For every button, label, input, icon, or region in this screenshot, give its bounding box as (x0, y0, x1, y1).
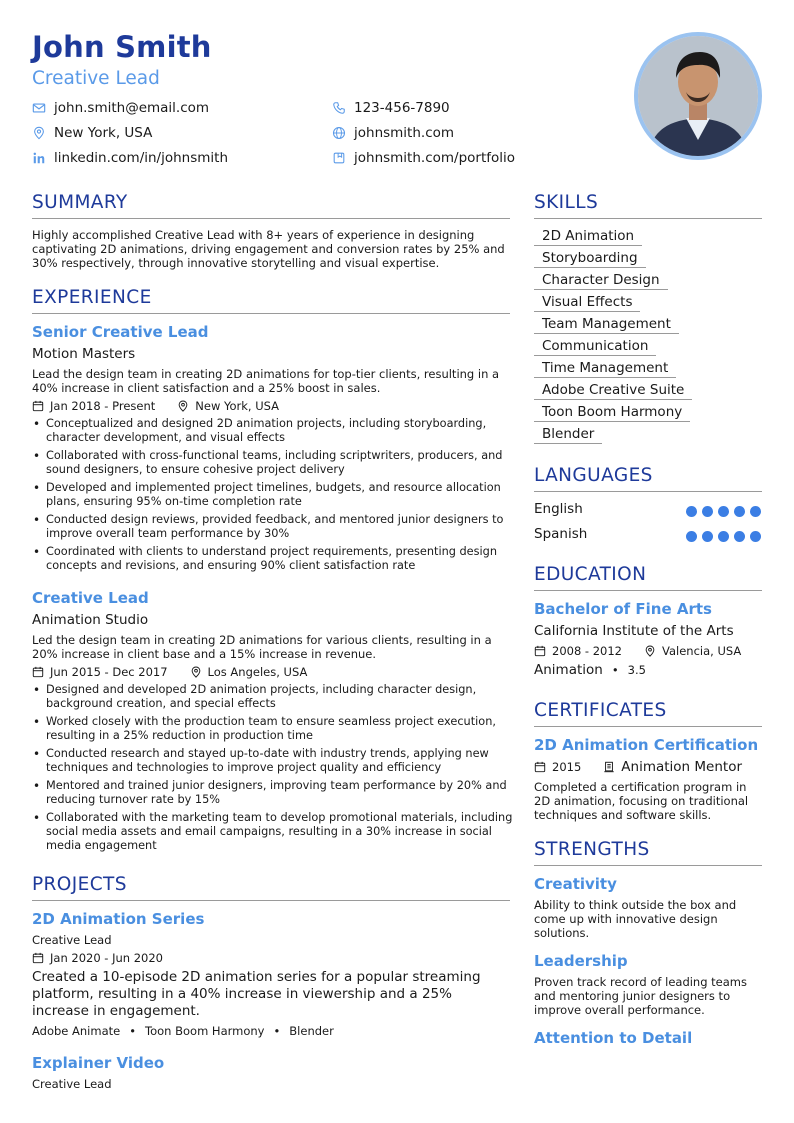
languages-heading: LANGUAGES (534, 465, 653, 486)
contact-website[interactable] (332, 125, 454, 141)
certificate-description: Completed a certification program in 2D animation, focusing on traditional techniques and software skills. (534, 780, 749, 822)
contact-portfolio[interactable] (332, 150, 515, 166)
education-divider (534, 590, 762, 591)
calendar-icon (534, 761, 546, 773)
strength-title: Attention to Detail (534, 1029, 693, 1047)
strength-title: Leadership (534, 952, 628, 970)
skill-tag: Visual Effects (534, 294, 640, 312)
strength-description: Ability to think outside the box and come up with innovative design solutions. (534, 898, 737, 940)
location-pin-icon (177, 400, 189, 412)
projects-heading: PROJECTS (32, 874, 127, 895)
job-location: New York, USA (195, 399, 280, 413)
skill-tag: Adobe Creative Suite (534, 382, 692, 400)
level-dot (718, 506, 729, 517)
bullet-item: • Developed and implemented project timelines, budgets, and resource allocation plans, ensuring 95% on-time completion rate (32, 481, 514, 509)
level-dot (686, 531, 697, 542)
project-role: Creative Lead (32, 1077, 112, 1091)
level-dot (686, 506, 697, 517)
education-field: Animation (534, 662, 603, 678)
contact-email[interactable] (32, 100, 209, 116)
phone-icon (332, 101, 346, 115)
job-bullets (32, 417, 514, 577)
languages-divider (534, 491, 762, 492)
language-name: English (534, 501, 583, 517)
level-dot (718, 531, 729, 542)
summary-text: Highly accomplished Creative Lead with 8+ years of experience in designing captivating 2D animations, driving engagement and conversion rates by 25% and 30% respectively, through innovative storytelling and visual expertise. (32, 228, 505, 270)
mail-icon (32, 101, 46, 115)
education-location: Valencia, USA (662, 644, 742, 658)
skill-tag: Communication (534, 338, 656, 356)
avatar-illustration (638, 36, 758, 156)
skill-tag: 2D Animation (534, 228, 642, 246)
contact-phone[interactable] (332, 100, 450, 116)
projects-divider (32, 900, 510, 901)
strengths-divider (534, 865, 762, 866)
project-meta (32, 951, 163, 965)
linkedin-icon (32, 151, 46, 165)
job-title: Creative Lead (32, 589, 149, 607)
job-location: Los Angeles, USA (207, 665, 308, 679)
level-dot (702, 531, 713, 542)
level-dot (750, 506, 761, 517)
language-level-dots (686, 531, 766, 542)
candidate-role: Creative Lead (32, 68, 160, 89)
job-description: Lead the design team in creating 2D animations for top-tier clients, resulting in a 40% increase in client satisfaction and a 25% boost in sales. (32, 367, 500, 395)
project-tools: Adobe Animate • Toon Boom Harmony • Blender (32, 1024, 334, 1038)
job-company: Animation Studio (32, 612, 149, 628)
job-company: Motion Masters (32, 346, 136, 362)
summary-heading: SUMMARY (32, 192, 128, 213)
job-dates: Jan 2018 - Present (50, 399, 156, 413)
language-name: Spanish (534, 526, 588, 542)
level-dot (750, 531, 761, 542)
education-meta (534, 644, 741, 658)
bullet-item: • Conducted research and stayed up-to-date with industry trends, applying new techniques and technologies to improve project quality and efficiency (32, 747, 514, 775)
project-title: 2D Animation Series (32, 910, 205, 928)
project-title: Explainer Video (32, 1054, 165, 1072)
bullet-item: • Conceptualized and designed 2D animation projects, including storyboarding, character development, and visual effects (32, 417, 514, 445)
skills-divider (534, 218, 762, 219)
skill-tag: Time Management (534, 360, 676, 378)
education-field-row: Animation • 3.5 (534, 662, 646, 678)
location-pin-icon (32, 126, 46, 140)
bullet-item: • Collaborated with cross-functional teams, including scriptwriters, producers, and sound designers, to ensure cohesive project delivery (32, 449, 514, 477)
portfolio-icon (332, 151, 346, 165)
website-text: johnsmith.com (354, 125, 455, 141)
linkedin-text: linkedin.com/in/johnsmith (54, 150, 229, 166)
bullet-item: • Conducted design reviews, provided feedback, and mentored junior designers to improve overall team performance by 30% (32, 513, 514, 541)
bullet-item: • Mentored and trained junior designers, improving team performance by 20% and reducing turnover rate by 15% (32, 779, 514, 807)
certificate-meta (534, 759, 742, 775)
certificates-heading: CERTIFICATES (534, 700, 667, 721)
calendar-icon (32, 666, 44, 678)
tool-tag: Toon Boom Harmony (145, 1024, 265, 1038)
project-role: Creative Lead (32, 933, 112, 947)
email-text: john.smith@email.com (54, 100, 210, 116)
skill-tag: Toon Boom Harmony (534, 404, 690, 422)
candidate-name: John Smith (32, 30, 212, 64)
project-description: Created a 10-episode 2D animation series for a popular streaming platform, resulting in a 40% increase in viewership and a 25% increase in engagement. (32, 969, 481, 1019)
phone-text: 123-456-7890 (354, 100, 450, 116)
globe-icon (332, 126, 346, 140)
calendar-icon (32, 400, 44, 412)
skill-tag: Character Design (534, 272, 668, 290)
job-meta (32, 665, 307, 679)
skill-tag: Blender (534, 426, 602, 444)
certificates-divider (534, 726, 762, 727)
portfolio-text: johnsmith.com/portfolio (354, 150, 516, 166)
strengths-heading: STRENGTHS (534, 839, 650, 860)
experience-heading: EXPERIENCE (32, 287, 152, 308)
certificate-year: 2015 (552, 760, 582, 774)
strength-title: Creativity (534, 875, 617, 893)
bullet-item: • Designed and developed 2D animation projects, including character design, background creation, and special effects (32, 683, 514, 711)
experience-divider (32, 313, 510, 314)
contact-location (32, 125, 152, 141)
skill-tag: Storyboarding (534, 250, 646, 268)
location-text: New York, USA (54, 125, 153, 141)
tool-tag: Blender (289, 1024, 334, 1038)
bullet-item: • Coordinated with clients to understand project requirements, presenting design concepts and revisions, and ensuring 90% client satisfaction rate (32, 545, 514, 573)
job-title: Senior Creative Lead (32, 323, 209, 341)
calendar-icon (534, 645, 546, 657)
school-name: California Institute of the Arts (534, 623, 734, 639)
bullet-item: • Collaborated with the marketing team to develop promotional materials, including social media assets and email campaigns, resulting in a 30% increase in social media engagement (32, 811, 514, 853)
job-dates: Jun 2015 - Dec 2017 (50, 665, 168, 679)
project-dates: Jan 2020 - Jun 2020 (50, 951, 164, 965)
job-bullets (32, 683, 514, 857)
language-level-dots (686, 506, 766, 517)
job-description: Led the design team in creating 2D animations for various clients, resulting in a 20% increase in client base and a 15% increase in revenue. (32, 633, 492, 661)
certificate-title: 2D Animation Certification (534, 736, 759, 754)
job-meta (32, 399, 279, 413)
summary-divider (32, 218, 510, 219)
degree-title: Bachelor of Fine Arts (534, 600, 712, 618)
skill-tag: Team Management (534, 316, 679, 334)
skills-heading: SKILLS (534, 192, 599, 213)
level-dot (734, 531, 745, 542)
education-gpa: 3.5 (627, 663, 646, 677)
certificate-issuer: Animation Mentor (621, 759, 743, 775)
location-pin-icon (644, 645, 656, 657)
institution-icon (603, 761, 615, 773)
contact-linkedin[interactable] (32, 150, 228, 166)
level-dot (702, 506, 713, 517)
bullet-item: • Worked closely with the production team to ensure seamless project execution, resulting in a 25% reduction in production time (32, 715, 514, 743)
education-dates: 2008 - 2012 (552, 644, 622, 658)
profile-photo (634, 32, 762, 160)
education-heading: EDUCATION (534, 564, 647, 585)
calendar-icon (32, 952, 44, 964)
strength-description: Proven track record of leading teams and mentoring junior designers to improve overall performance. (534, 975, 748, 1017)
tool-tag: Adobe Animate (32, 1024, 121, 1038)
level-dot (734, 506, 745, 517)
location-pin-icon (190, 666, 202, 678)
